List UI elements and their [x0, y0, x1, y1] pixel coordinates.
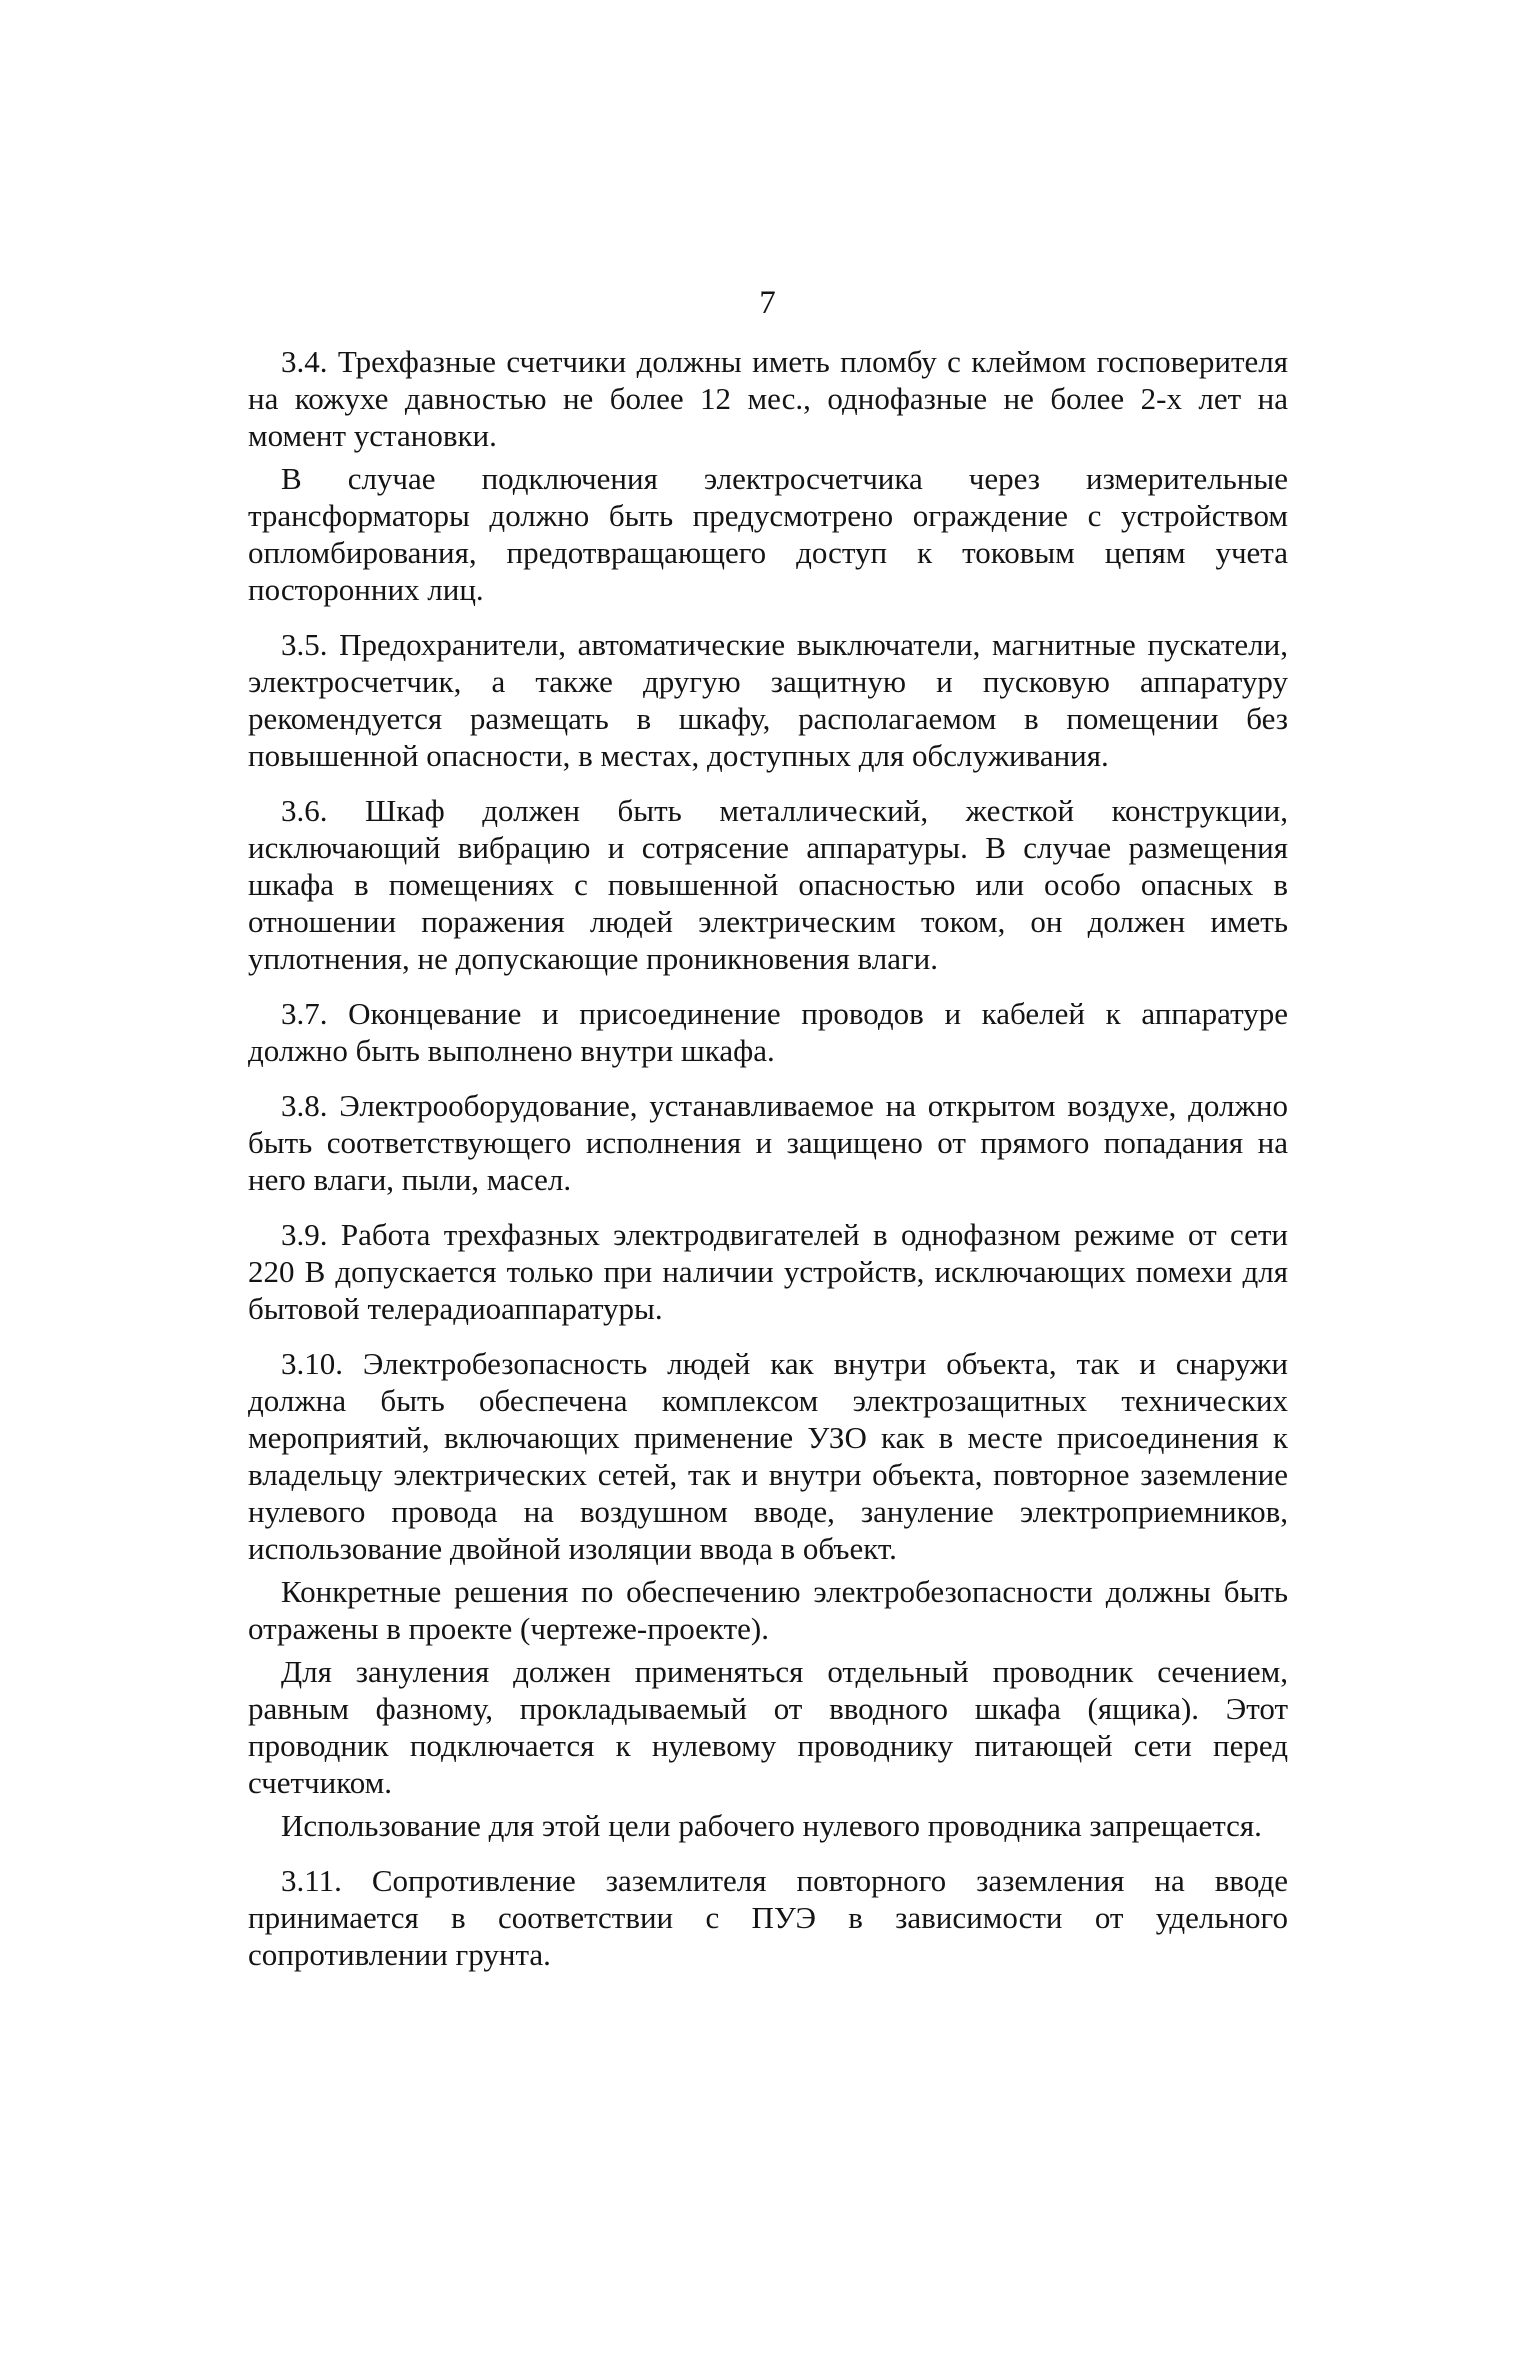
paragraph-3-10: 3.10. Электробезопасность людей как внутри объекта, так и снаружи должна быть обеспечена комплексом электрозащитных технических мероприятий, включающих применение УЗО как в месте присоединения к владельцу электрических сетей, так и внутри объекта, повторное заземление нулевого провода на воздушном вводе, зануление электроприемников, использование двойной изоляции ввода в объект. — [248, 1346, 1288, 1566]
paragraph-3-9: 3.9. Работа трехфазных электродвигателей в однофазном режиме от сети 220 В допускается только при наличии устройств, исключающих помехи для бытовой телерадиоаппаратуры. — [248, 1217, 1288, 1326]
paragraph-3-7: 3.7. Оконцевание и присоединение проводов и кабелей к аппаратуре должно быть выполнено внутри шкафа. — [248, 996, 1288, 1068]
paragraph-3-6: 3.6. Шкаф должен быть металлический, жесткой конструкции, исключающий вибрацию и сотрясение аппаратуры. В случае размещения шкафа в помещениях с повышенной опасностью или особо опасных в отношении поражения людей электрическим током, он должен иметь уплотнения, не допускающие проникновения влаги. — [248, 793, 1288, 976]
page-number: 7 — [759, 285, 776, 321]
paragraph-3-5: 3.5. Предохранители, автоматические выключатели, магнитные пускатели, электросчетчик, а также другую защитную и пусковую аппаратуру рекомендуется размещать в шкафу, располагаемом в помещении без повышенной опасности, в местах, доступных для обслуживания. — [248, 627, 1288, 773]
document-body — [248, 343, 1288, 1973]
paragraph-3-10-prohibition: Использование для этой цели рабочего нулевого проводника запрещается. — [281, 1808, 1262, 1843]
paragraph-3-11: 3.11. Сопротивление заземлителя повторного заземления на вводе принимается в соответствии с ПУЭ в зависимости от удельного сопротивлении грунта. — [248, 1863, 1288, 1972]
paragraph-3-10-grounding: Для зануления должен применяться отдельный проводник сечением, равным фазному, прокладываемый от вводного шкафа (ящика). Этот проводник подключается к нулевому проводнику питающей сети перед счетчиком. — [248, 1654, 1288, 1800]
paragraph-3-4: 3.4. Трехфазные счетчики должны иметь пломбу с клеймом госповерителя на кожухе давностью не более 12 мес., однофазные не более 2-х лет на момент установки. — [248, 344, 1288, 453]
paragraph-3-8: 3.8. Электрооборудование, устанавливаемое на открытом воздухе, должно быть соответствующего исполнения и защищено от прямого попадания на него влаги, пыли, масел. — [248, 1088, 1288, 1197]
paragraph-3-4-transformers: В случае подключения электросчетчика через измерительные трансформаторы должно быть предусмотрено ограждение с устройством опломбирования, предотвращающего доступ к токовым цепям учета посторонних лиц. — [248, 461, 1288, 607]
paragraph-3-10-solutions: Конкретные решения по обеспечению электробезопасности должны быть отражены в проекте (чертеже-проекте). — [248, 1574, 1288, 1646]
